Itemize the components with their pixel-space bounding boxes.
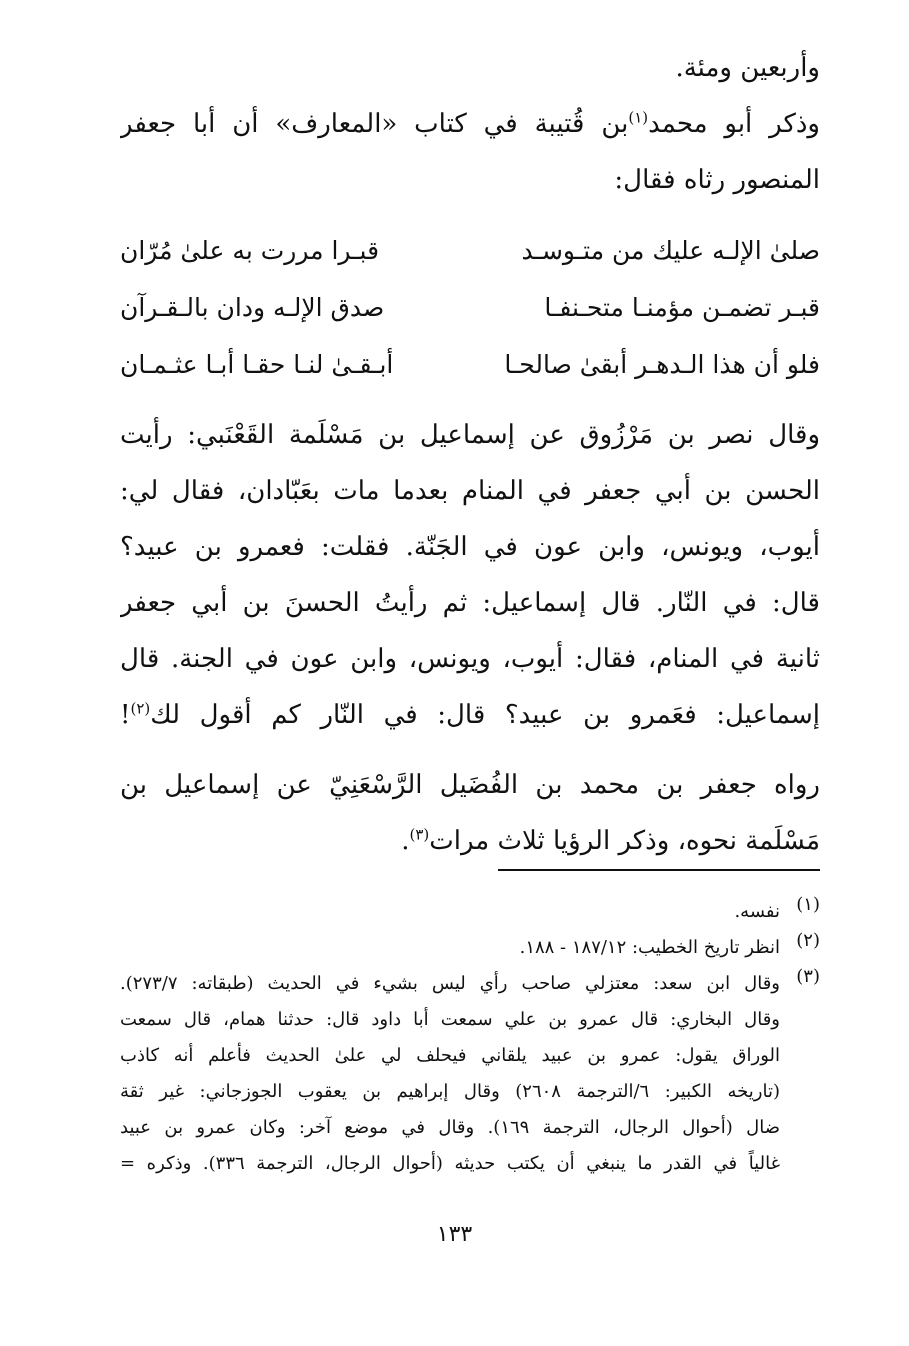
text-line xyxy=(120,687,820,743)
text-segment: وذكر أبو محمد xyxy=(648,109,820,139)
footnotes xyxy=(120,894,820,1182)
verse-line xyxy=(120,222,820,279)
verse-second-half: أبـقـىٰ لنـا حقـا أبـا عثـمـان xyxy=(120,350,394,379)
verse-first-half: قبـر تضمـن مؤمنـا متحـنفـا xyxy=(544,293,820,322)
footnote-line: (تاريخه الكبير: ٦/الترجمة ٢٦٠٨) وقال إبراهيم بن يعقوب الجوزجاني: غير ثقة xyxy=(120,1081,780,1102)
footnote-line: ضال (أحوال الرجال، الترجمة ١٦٩). وقال في موضع آخر: وكان عمرو بن عبيد xyxy=(120,1117,780,1138)
footnote xyxy=(120,966,820,1182)
text-line: الحسن بن أبي جعفر في المنام بعدما مات بعَبّادان، فقال لي: xyxy=(120,476,820,506)
footnote-marker[interactable]: (٢) xyxy=(130,699,151,718)
footnote-line: نفسه. xyxy=(734,901,780,922)
footnote-line: انظر تاريخ الخطيب: ١٨٧/١٢ - ١٨٨. xyxy=(519,937,780,958)
text-line xyxy=(120,96,820,152)
footnote-separator xyxy=(498,869,820,871)
text-line xyxy=(120,813,820,869)
verse-first-half: صلىٰ الإلـه عليك من متـوسـد xyxy=(521,236,820,265)
text-segment: مَسْلَمة نحوه، وذكر الرؤيا ثلاث مرات xyxy=(429,826,820,856)
footnote-number: (٢) xyxy=(796,930,820,951)
text-line: وقال نصر بن مَرْزُوق عن إسماعيل بن مَسْلَمة القَعْنَبي: رأيت xyxy=(120,420,820,450)
verse-second-half: صدق الإلـه ودان بالـقـرآن xyxy=(120,293,385,322)
footnote-number: (٣) xyxy=(796,966,820,987)
footnote-line: وقال ابن سعد: معتزلي صاحب رأي ليس بشيء في الحديث (طبقاته: ٢٧٣/٧). xyxy=(120,973,780,994)
verse-line xyxy=(120,279,820,336)
text-segment: إسماعيل: فعَمرو بن عبيد؟ قال: في النّار كم أقول لك xyxy=(150,700,820,730)
text-line: قال: في النّار. قال إسماعيل: ثم رأيتُ الحسنَ بن أبي جعفر xyxy=(120,588,820,618)
text-line: ثانية في المنام، فقال: أيوب، ويونس، وابن عون في الجنة. قال xyxy=(120,644,820,674)
text-line: وأربعين ومئة. xyxy=(675,53,820,83)
footnote-number: (١) xyxy=(796,894,820,915)
verse-second-half: قبـرا مررت به علىٰ مُرّان xyxy=(120,236,380,265)
text-segment: بن قُتيبة في كتاب «المعارف» أن أبا جعفر xyxy=(120,109,629,139)
footnote-line: الوراق يقول: عمرو بن عبيد يلقاني فيحلف لي علىٰ الحديث فأعلم أنه كاذب xyxy=(120,1045,780,1066)
text-segment: ! xyxy=(120,700,131,730)
text-line: رواه جعفر بن محمد بن الفُضَيل الرَّسْعَنِيّ عن إسماعيل بن xyxy=(120,770,820,800)
text-line: المنصور رثاه فقال: xyxy=(614,165,820,195)
footnote-line: وقال البخاري: قال عمرو بن علي سمعت أبا داود قال: حدثنا همام، قال سمعت xyxy=(120,1009,780,1030)
verse-line xyxy=(120,336,820,393)
text-line: أيوب، ويونس، وابن عون في الجَنّة. فقلت: فعمرو بن عبيد؟ xyxy=(120,532,820,562)
footnote-line: غالياً في القدر ما ينبغي أن يكتب حديثه (أحوال الرجال، الترجمة ٣٣٦). وذكره = xyxy=(120,1153,780,1174)
main-text xyxy=(120,40,820,869)
footnote xyxy=(120,930,820,966)
footnote-marker[interactable]: (١) xyxy=(628,108,649,127)
verse-first-half: فلو أن هذا الـدهـر أبقىٰ صالحـا xyxy=(504,350,820,379)
footnote-marker[interactable]: (٣) xyxy=(409,825,430,844)
page-number: ١٣٣ xyxy=(436,1222,473,1247)
text-segment: . xyxy=(401,826,410,856)
footnote xyxy=(120,894,820,930)
